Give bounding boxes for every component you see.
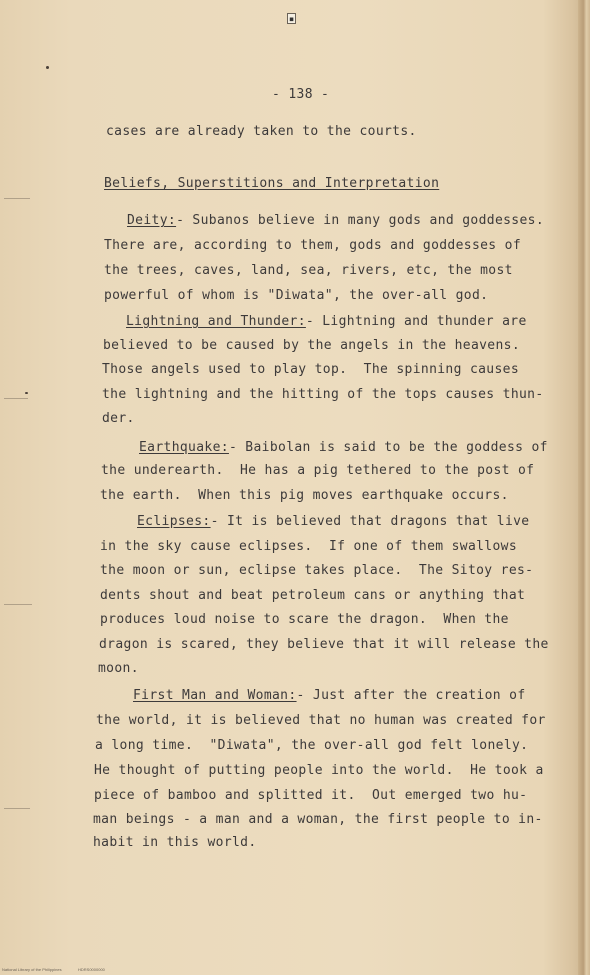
paragraph-first-man-line-4: He thought of putting people into the world. He took a <box>94 763 544 778</box>
paragraph-eclipses-line-7: moon. <box>98 661 139 676</box>
paragraph-heading-eclipses: Eclipses: <box>137 514 211 529</box>
paragraph-lightning-line-2: believed to be caused by the angels in the heavens. <box>103 338 521 353</box>
page-number: - 138 - <box>272 87 330 102</box>
paragraph-deity-line-3: the trees, caves, land, sea, rivers, etc, the most <box>104 263 513 278</box>
paragraph-lightning-line-5: der. <box>102 411 135 426</box>
paragraph-earthquake-line-3: the earth. When this pig moves earthquake occurs. <box>100 488 509 503</box>
paragraph-eclipses-line-4: dents shout and beat petroleum cans or anything that <box>100 588 526 603</box>
paragraph-first-man-line-6: man beings - a man and a woman, the first people to in- <box>93 812 543 827</box>
paragraph-eclipses-line-2: in the sky cause eclipses. If one of them swallows <box>100 539 518 554</box>
page-edge <box>578 0 590 975</box>
ink-speck <box>46 66 49 69</box>
margin-mark <box>4 198 30 199</box>
paragraph-first-man-line-3: a long time. "Diwata", the over-all god felt lonely. <box>95 738 529 753</box>
paragraph-first-man-line-1: First Man and Woman:- Just after the creation of <box>133 688 526 703</box>
footer-left: National Library of the Philippines <box>2 967 62 972</box>
paragraph-first-man-line-5: piece of bamboo and splitted it. Out emerged two hu- <box>94 788 528 803</box>
paragraph-eclipses-line-6: dragon is scared, they believe that it will release the <box>99 637 549 652</box>
footer-right: HDRS0000000 <box>78 967 105 972</box>
paragraph-first-man-line-2: the world, it is believed that no human was created for <box>96 713 546 728</box>
paragraph-earthquake-line-1: Earthquake:- Baibolan is said to be the goddess of <box>139 440 548 455</box>
margin-mark <box>4 808 30 809</box>
section-heading: Beliefs, Superstitions and Interpretation <box>104 176 440 191</box>
paragraph-deity-line-1: Deity:- Subanos believe in many gods and goddesses. <box>127 213 545 228</box>
margin-mark <box>4 604 32 605</box>
paragraph-lightning-line-4: the lightning and the hitting of the tops causes thun- <box>102 387 544 402</box>
ink-speck <box>25 392 28 394</box>
paragraph-lightning-line-3: Those angels used to play top. The spinning causes <box>102 362 520 377</box>
paragraph-heading-lightning: Lightning and Thunder: <box>126 314 306 329</box>
paragraph-heading-earthquake: Earthquake: <box>139 440 229 455</box>
paragraph-deity-line-2: There are, according to them, gods and goddesses of <box>104 238 522 253</box>
opening-line: cases are already taken to the courts. <box>106 124 417 139</box>
margin-mark <box>4 398 28 399</box>
paragraph-eclipses-line-5: produces loud noise to scare the dragon. When the <box>100 612 509 627</box>
paragraph-deity-line-4: powerful of whom is "Diwata", the over-all god. <box>104 288 489 303</box>
paragraph-heading-first-man: First Man and Woman: <box>133 688 297 703</box>
paragraph-earthquake-line-2: the underearth. He has a pig tethered to the post of <box>101 463 535 478</box>
clip-icon: ■ <box>287 13 296 24</box>
paragraph-eclipses-line-3: the moon or sun, eclipse takes place. The Sitoy res- <box>100 563 534 578</box>
paragraph-lightning-line-1: Lightning and Thunder:- Lightning and thunder are <box>126 314 527 329</box>
paragraph-first-man-line-7: habit in this world. <box>93 835 257 850</box>
paragraph-eclipses-line-1: Eclipses:- It is believed that dragons that live <box>137 514 530 529</box>
paragraph-heading-deity: Deity: <box>127 213 177 228</box>
